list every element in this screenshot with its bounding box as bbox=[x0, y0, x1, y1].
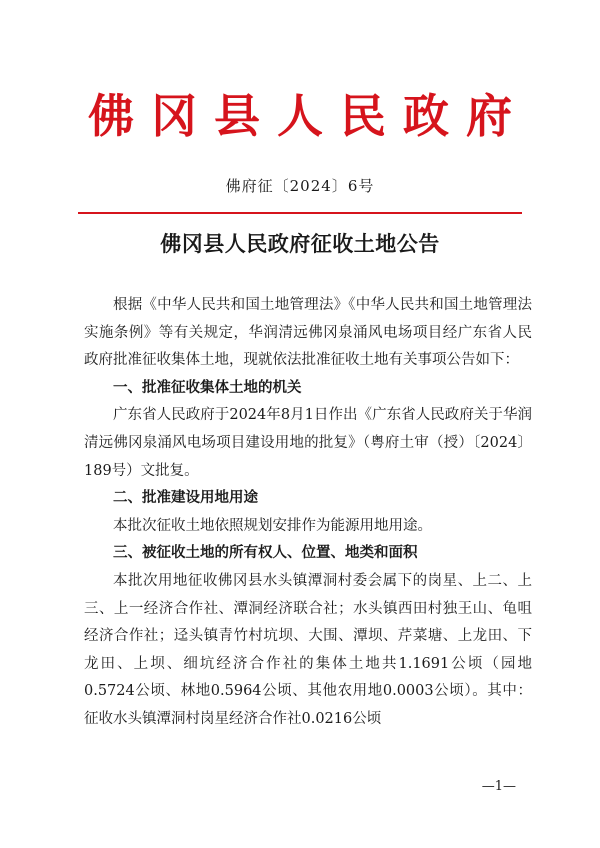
intro-paragraph: 根据《中华人民共和国土地管理法》《中华人民共和国土地管理法实施条例》等有关规定，华润清远佛冈泉涌风电场项目经广东省人民政府批准征收集体土地，现就依法批准征收土地有关事项公告如下： bbox=[84, 297, 532, 369]
section-1-text: 广东省人民政府于2024年8月1日作出《广东省人民政府关于华润清远佛冈泉涌风电场项目建设用地的批复》（粤府土审（授）〔2024〕189号）文批复。 bbox=[84, 407, 532, 479]
red-divider-line bbox=[78, 212, 522, 214]
page-title: 佛冈县人民政府征收土地公告 bbox=[160, 231, 440, 256]
issuer-masthead: 佛冈县人民政府 bbox=[88, 89, 529, 143]
document-body bbox=[84, 292, 532, 734]
section-1-heading: 一、批准征收集体土地的机关 bbox=[113, 379, 302, 396]
document-number: 佛府征〔2024〕6号 bbox=[225, 177, 375, 195]
section-2-text: 本批次征收土地依照规划安排作为能源用地用途。 bbox=[113, 517, 432, 534]
section-2-heading: 二、批准建设用地用途 bbox=[113, 490, 258, 507]
section-3-text: 本批次用地征收佛冈县水头镇潭洞村委会属下的岗星、上二、上三、上一经济合作社、潭洞经济联合社；水头镇西田村独王山、龟咀经济合作社；迳头镇青竹村坑坝、大围、潭坝、芹菜塘、上龙田、下龙田、上坝、细坑经济合作社的集体土地共1.1691公顷（园地0.5724公顷、林地0.5964公顷、其他农用地0.0003公顷）。其中：征收水头镇潭洞村岗星经济合作社0.0216公顷 bbox=[84, 572, 532, 727]
section-3-heading: 三、被征收土地的所有权人、位置、地类和面积 bbox=[113, 545, 418, 562]
page-number: —1— bbox=[481, 779, 516, 794]
